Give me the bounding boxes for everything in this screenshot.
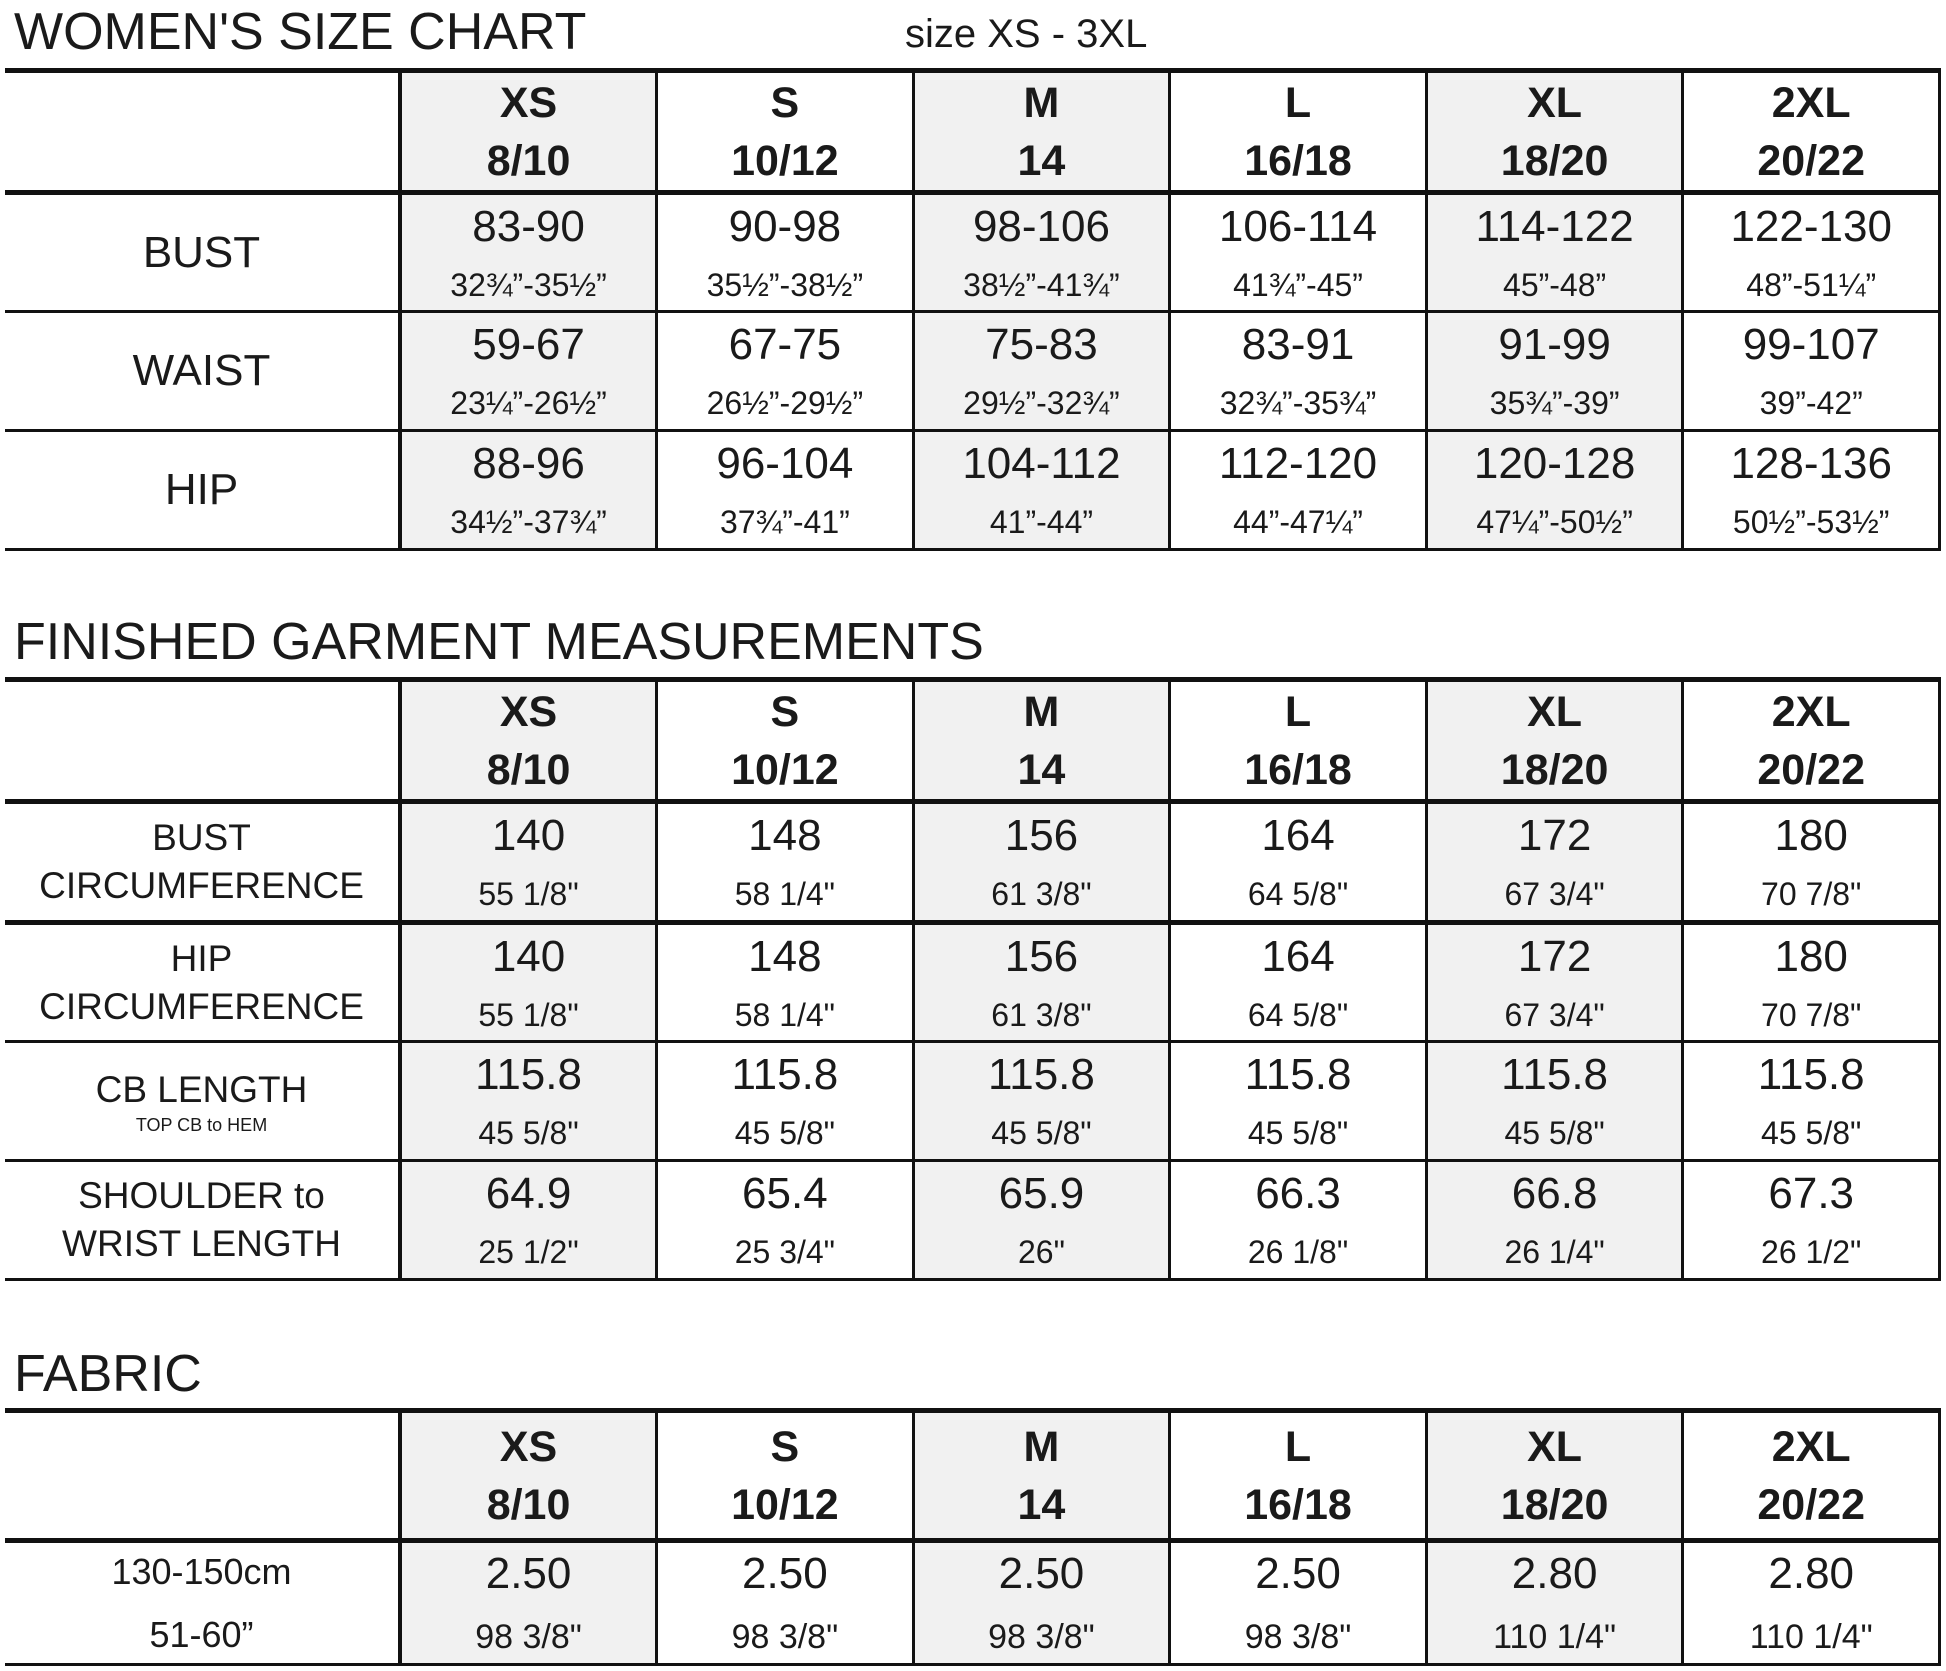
table-cell: 180 70 7/8" xyxy=(1683,802,1940,923)
fabric-title: FABRIC xyxy=(14,1345,202,1403)
table-cell: 115.8 45 5/8" xyxy=(1683,1042,1940,1161)
table-cell: 67-75 26½”-29½” xyxy=(657,312,914,431)
row-label: BUST xyxy=(5,193,400,312)
size-chart-title: WOMEN'S SIZE CHART xyxy=(14,3,587,61)
table-cell: 90-98 35½”-38½” xyxy=(657,193,914,312)
table-cell: 98-106 38½”-41¾” xyxy=(913,193,1170,312)
header-size-xl: XL 18/20 xyxy=(1426,680,1683,802)
table-cell: 64.9 25 1/2" xyxy=(400,1161,657,1280)
table-row-bust-circumference xyxy=(5,802,1940,923)
table-cell: 122-130 48”-51¼” xyxy=(1683,193,1940,312)
header-size-m: M 14 xyxy=(913,71,1170,193)
header-size-l: L 16/18 xyxy=(1170,71,1427,193)
table-cell: 115.8 45 5/8" xyxy=(657,1042,914,1161)
fabric-table xyxy=(5,1408,1941,1666)
table-row-hip-circumference xyxy=(5,923,1940,1042)
header-size-s: S 10/12 xyxy=(657,1411,914,1541)
header-size-m: M 14 xyxy=(913,1411,1170,1541)
size-header-row xyxy=(5,1411,1940,1541)
table-cell: 83-91 32¾”-35¾” xyxy=(1170,312,1427,431)
table-cell: 2.50 98 3/8" xyxy=(657,1541,914,1665)
table-cell: 128-136 50½”-53½” xyxy=(1683,431,1940,550)
table-cell: 115.8 45 5/8" xyxy=(1170,1042,1427,1161)
row-label: SHOULDER to WRIST LENGTH xyxy=(5,1161,400,1280)
header-size-l: L 16/18 xyxy=(1170,680,1427,802)
table-cell: 112-120 44”-47¼” xyxy=(1170,431,1427,550)
table-row-waist xyxy=(5,312,1940,431)
garment-title: FINISHED GARMENT MEASUREMENTS xyxy=(14,613,984,671)
table-cell: 106-114 41¾”-45” xyxy=(1170,193,1427,312)
row-label: WAIST xyxy=(5,312,400,431)
header-size-xl: XL 18/20 xyxy=(1426,71,1683,193)
header-size-xl: XL 18/20 xyxy=(1426,1411,1683,1541)
header-size-m: M 14 xyxy=(913,680,1170,802)
table-cell: 148 58 1/4" xyxy=(657,802,914,923)
table-cell: 115.8 45 5/8" xyxy=(1426,1042,1683,1161)
table-cell: 148 58 1/4" xyxy=(657,923,914,1042)
table-cell: 180 70 7/8" xyxy=(1683,923,1940,1042)
table-cell: 140 55 1/8" xyxy=(400,923,657,1042)
table-cell: 66.3 26 1/8" xyxy=(1170,1161,1427,1280)
row-note: TOP CB to HEM xyxy=(135,1115,268,1135)
table-cell: 65.4 25 3/4" xyxy=(657,1161,914,1280)
table-cell: 66.8 26 1/4" xyxy=(1426,1161,1683,1280)
header-size-2xl: 2XL 20/22 xyxy=(1683,71,1940,193)
size-chart-table xyxy=(5,68,1941,551)
header-size-s: S 10/12 xyxy=(657,680,914,802)
table-cell: 115.8 45 5/8" xyxy=(913,1042,1170,1161)
row-label: 130-150cm 51-60” xyxy=(5,1541,400,1665)
table-cell: 2.80 110 1/4" xyxy=(1683,1541,1940,1665)
header-size-xs: XS 8/10 xyxy=(400,1411,657,1541)
table-cell: 104-112 41”-44” xyxy=(913,431,1170,550)
table-row-bust xyxy=(5,193,1940,312)
table-cell: 140 55 1/8" xyxy=(400,802,657,923)
table-row-fabric-width xyxy=(5,1541,1940,1665)
row-label: HIP xyxy=(5,431,400,550)
table-cell: 2.50 98 3/8" xyxy=(400,1541,657,1665)
header-blank-cell xyxy=(5,680,400,802)
table-cell: 75-83 29½”-32¾” xyxy=(913,312,1170,431)
header-size-xs: XS 8/10 xyxy=(400,680,657,802)
table-cell: 115.8 45 5/8" xyxy=(400,1042,657,1161)
size-header-row xyxy=(5,680,1940,802)
table-cell: 2.50 98 3/8" xyxy=(913,1541,1170,1665)
garment-table xyxy=(5,677,1941,1281)
table-cell: 65.9 26" xyxy=(913,1161,1170,1280)
header-blank-cell xyxy=(5,71,400,193)
table-cell: 164 64 5/8" xyxy=(1170,923,1427,1042)
header-size-2xl: 2XL 20/22 xyxy=(1683,680,1940,802)
header-blank-cell xyxy=(5,1411,400,1541)
table-cell: 164 64 5/8" xyxy=(1170,802,1427,923)
table-cell: 2.50 98 3/8" xyxy=(1170,1541,1427,1665)
table-row-cb-length xyxy=(5,1042,1940,1161)
table-cell: 99-107 39”-42” xyxy=(1683,312,1940,431)
table-cell: 67.3 26 1/2" xyxy=(1683,1161,1940,1280)
table-cell: 59-67 23¼”-26½” xyxy=(400,312,657,431)
header-size-xs: XS 8/10 xyxy=(400,71,657,193)
size-header-row xyxy=(5,71,1940,193)
table-cell: 172 67 3/4" xyxy=(1426,923,1683,1042)
table-cell: 91-99 35¾”-39” xyxy=(1426,312,1683,431)
size-chart-subtitle: size XS - 3XL xyxy=(905,12,1148,56)
row-label: CB LENGTH TOP CB to HEM xyxy=(5,1042,400,1161)
table-cell: 156 61 3/8" xyxy=(913,802,1170,923)
header-size-l: L 16/18 xyxy=(1170,1411,1427,1541)
table-cell: 88-96 34½”-37¾” xyxy=(400,431,657,550)
table-cell: 96-104 37¾”-41” xyxy=(657,431,914,550)
header-size-s: S 10/12 xyxy=(657,71,914,193)
table-cell: 156 61 3/8" xyxy=(913,923,1170,1042)
table-cell: 172 67 3/4" xyxy=(1426,802,1683,923)
table-cell: 120-128 47¼”-50½” xyxy=(1426,431,1683,550)
row-label: BUST CIRCUMFERENCE xyxy=(5,802,400,923)
table-cell: 83-90 32¾”-35½” xyxy=(400,193,657,312)
table-row-hip xyxy=(5,431,1940,550)
table-cell: 114-122 45”-48” xyxy=(1426,193,1683,312)
table-cell: 2.80 110 1/4" xyxy=(1426,1541,1683,1665)
header-size-2xl: 2XL 20/22 xyxy=(1683,1411,1940,1541)
table-row-shoulder-to-wrist xyxy=(5,1161,1940,1280)
row-label: HIP CIRCUMFERENCE xyxy=(5,923,400,1042)
